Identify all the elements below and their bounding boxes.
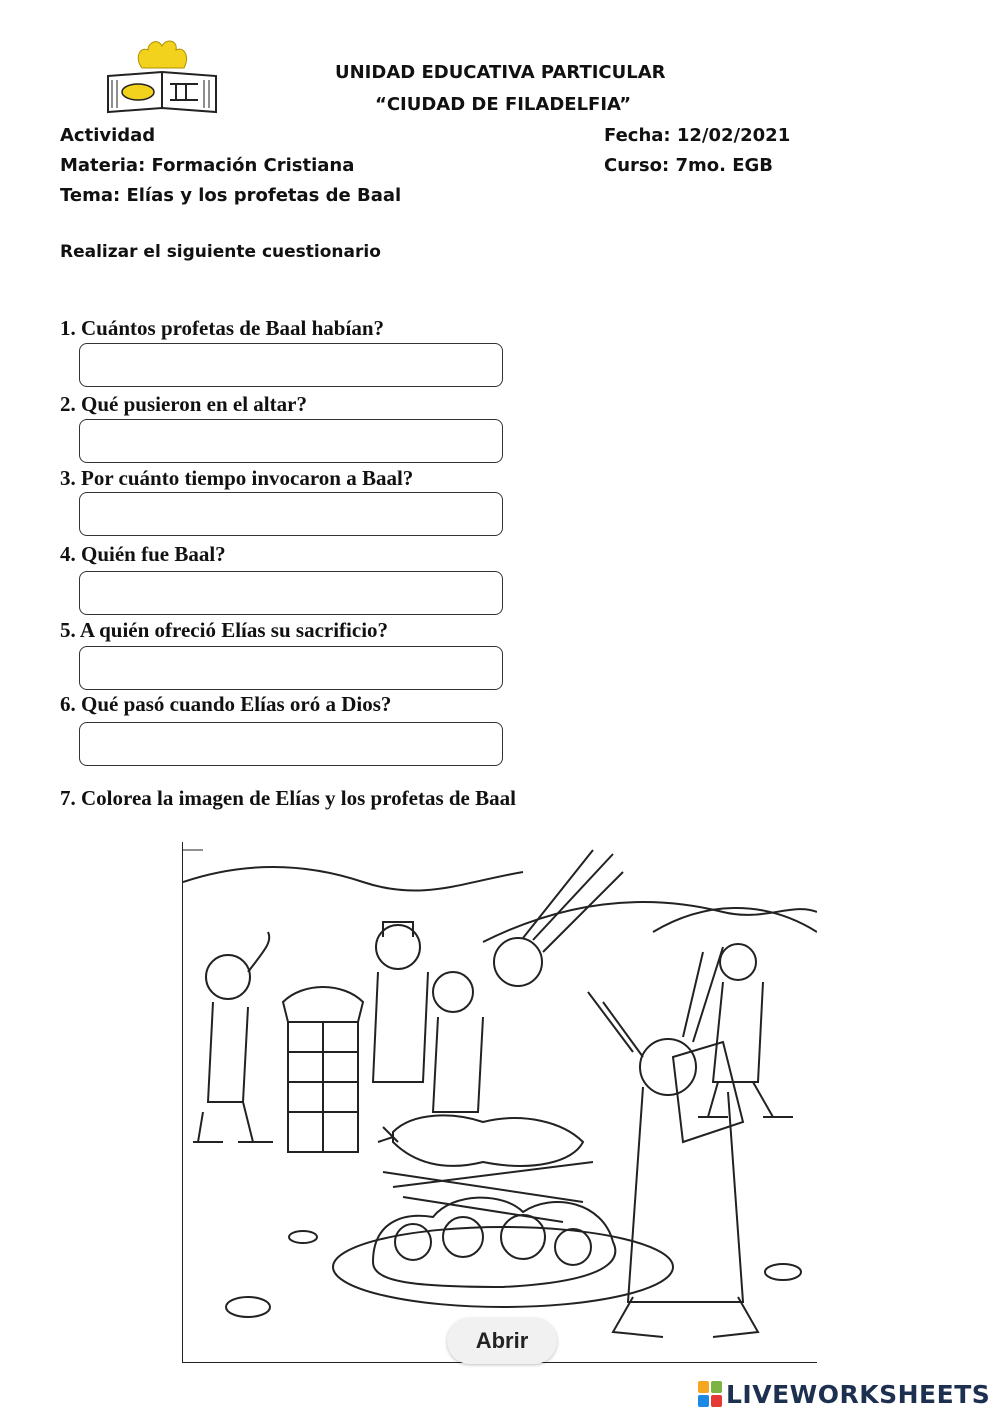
open-button[interactable]: Abrir	[447, 1318, 557, 1364]
question-6: 6. Qué pasó cuando Elías oró a Dios?	[60, 692, 392, 716]
elijah-altar-coloring-illustration	[182, 842, 817, 1363]
liveworksheets-brand[interactable]	[698, 1380, 990, 1408]
question-7: 7. Colorea la imagen de Elías y los profetas de Baal	[60, 786, 516, 810]
question-5: 5. A quién ofreció Elías su sacrificio?	[60, 618, 389, 642]
topic-label: Tema: Elías y los profetas de Baal	[60, 185, 402, 206]
answer-field-3[interactable]	[79, 492, 503, 536]
question-3: 3. Por cuánto tiempo invocaron a Baal?	[60, 466, 414, 490]
answer-field-1[interactable]	[79, 343, 503, 387]
instruction-text: Realizar el siguiente cuestionario	[60, 242, 381, 262]
school-name-line1: UNIDAD EDUCATIVA PARTICULAR	[335, 62, 666, 83]
question-2: 2. Qué pusieron en el altar?	[60, 392, 307, 416]
answer-field-2[interactable]	[79, 419, 503, 463]
answer-field-4[interactable]	[79, 571, 503, 615]
answer-field-5[interactable]	[79, 646, 503, 690]
school-name-line2: “CIUDAD DE FILADELFIA”	[375, 94, 632, 115]
answer-field-6[interactable]	[79, 722, 503, 766]
school-crest-logo-icon	[104, 36, 222, 118]
date-label: Fecha: 12/02/2021	[604, 125, 791, 146]
subject-label: Materia: Formación Cristiana	[60, 155, 355, 176]
question-1: 1. Cuántos profetas de Baal habían?	[60, 316, 385, 340]
activity-label: Actividad	[60, 125, 156, 146]
liveworksheets-logo-icon	[698, 1381, 722, 1407]
school-logo	[104, 36, 222, 118]
brand-name: LIVEWORKSHEETS	[726, 1379, 991, 1409]
course-label: Curso: 7mo. EGB	[604, 155, 773, 176]
question-4: 4. Quién fue Baal?	[60, 542, 226, 566]
coloring-picture-icon	[183, 842, 817, 1362]
